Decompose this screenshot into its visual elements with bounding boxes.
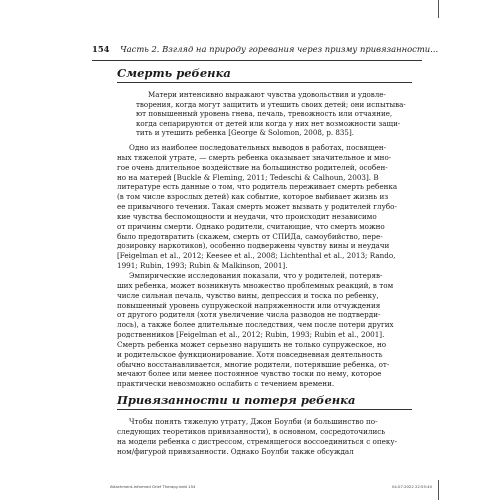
text-line: но на матерей [Buckle & Fleming, 2011; Tedeschi & Calhoun, 2003]. В bbox=[117, 172, 379, 182]
text-line: лось), а также более длительные последствия, чем после потери других bbox=[117, 320, 394, 330]
header-rule bbox=[92, 60, 422, 61]
text-line: и родительское функционирование. Хотя повседневная деятельность bbox=[117, 349, 383, 359]
section-heading-attachment-loss: Привязанности и потеря ребенка bbox=[117, 393, 356, 407]
crop-mark-bottom bbox=[438, 480, 439, 500]
quote-line: тить и утешить ребенка [George & Solomon, 2008, p. 835]. bbox=[136, 128, 354, 137]
running-header bbox=[92, 44, 439, 58]
paragraph bbox=[117, 271, 411, 389]
print-slug bbox=[110, 484, 432, 494]
text-line: следующих теоретиков привязанности), в основном, сосредоточились bbox=[117, 426, 386, 436]
page-number: 154 bbox=[92, 44, 110, 54]
text-line: 1991; Rubin, 1993; Rubin & Malkinson, 2001]. bbox=[117, 261, 288, 271]
print-file-name: Attachment-Informed Grief Therapy.indd 154 bbox=[110, 484, 196, 489]
section-heading-child-death: Смерть ребенка bbox=[117, 66, 231, 80]
text-line: ном/фигурой привязанности. Однако Боулби также обсуждал bbox=[117, 446, 354, 456]
paragraph bbox=[117, 417, 411, 456]
text-line: от другого родителя (хотя увеличение числа разводов не подтверди- bbox=[117, 310, 381, 320]
text-line: (в том числе взрослых детей) как событие, которое выбивает жизнь из bbox=[117, 192, 389, 202]
section-rule bbox=[117, 409, 412, 410]
text-line: практически невозможно ослабить с течением времени. bbox=[117, 379, 335, 389]
running-title: Часть 2. Взгляд на природу горевания через призму привязанности... bbox=[120, 44, 439, 54]
quote-line: творения, когда могут защитить и утешить своих детей; они испытыва- bbox=[136, 99, 406, 109]
text-line: гое очень длительное воздействие на большинство родителей, особен- bbox=[117, 162, 388, 172]
text-line: обычно восстанавливается, многие родители, потерявшие ребенка, от- bbox=[117, 359, 390, 369]
text-line: [Feigelman et al., 2012; Keesee et al., 2008; Lichtenthal et al., 2013; Rando, bbox=[117, 251, 396, 261]
quote-line: Матери интенсивно выражают чувства удовольствия и удовле- bbox=[148, 90, 386, 99]
print-timestamp: 04.07.2022 22:55:40 bbox=[392, 484, 432, 489]
text-line: ных тяжелой утрате, — смерть ребенка оказывает значительное и мно- bbox=[117, 152, 392, 162]
epigraph-quote bbox=[136, 90, 406, 138]
text-line: кие чувства беспомощности и неудачи, что происходит независимо bbox=[117, 211, 377, 221]
quote-line: когда сепарируются от детей или когда у них нет возможности защи- bbox=[136, 118, 401, 128]
text-line: Одно из наиболее последовательных выводов в работах, посвящен- bbox=[129, 143, 387, 152]
quote-line: ют повышенный уровень гнева, печаль, тревожность или отчаяние, bbox=[136, 109, 393, 118]
text-line: на модели ребенка с дистрессом, стремящегося воссоединиться с опеку- bbox=[117, 436, 398, 446]
crop-mark-top bbox=[438, 0, 439, 18]
text-line: Чтобы понять тяжелую утрату, Джон Боулби (и большинство по- bbox=[129, 417, 378, 426]
section-rule bbox=[117, 82, 412, 83]
paragraph bbox=[117, 143, 411, 271]
text-line: ших ребенка, может возникнуть множество проблемных реакций, в том bbox=[117, 280, 394, 290]
text-line: мечают более или менее постоянное чувство тоски по нему, которое bbox=[117, 369, 382, 379]
text-line: было предотвратить (скажем, смерть от СПИДа, самоубийство, пере- bbox=[117, 231, 383, 241]
text-line: родственников [Feigelman et al., 2012; Rubin, 1993; Rubin et al., 2001]. bbox=[117, 330, 385, 340]
text-line: числе сильная печаль, чувство вины, депрессия и тоска по ребенку, bbox=[117, 290, 379, 300]
text-line: ее привычного течения. Такая смерть может вызвать у родителей глубо- bbox=[117, 202, 397, 212]
text-line: дозировку наркотиков), особенно подвержены чувству вины и неудачи bbox=[117, 241, 390, 251]
text-line: Эмпирические исследования показали, что у родителей, потеряв- bbox=[129, 271, 383, 280]
text-line: повышенный уровень супружеской напряженности или отчуждения bbox=[117, 300, 381, 310]
text-line: от причины смерти. Однако родители, считающие, что смерть можно bbox=[117, 221, 385, 231]
text-line: литературе есть данные о том, что родитель переживает смерть ребенка bbox=[117, 182, 398, 192]
text-line: Смерть ребенка может серьезно нарушить не только супружеское, но bbox=[117, 339, 387, 349]
